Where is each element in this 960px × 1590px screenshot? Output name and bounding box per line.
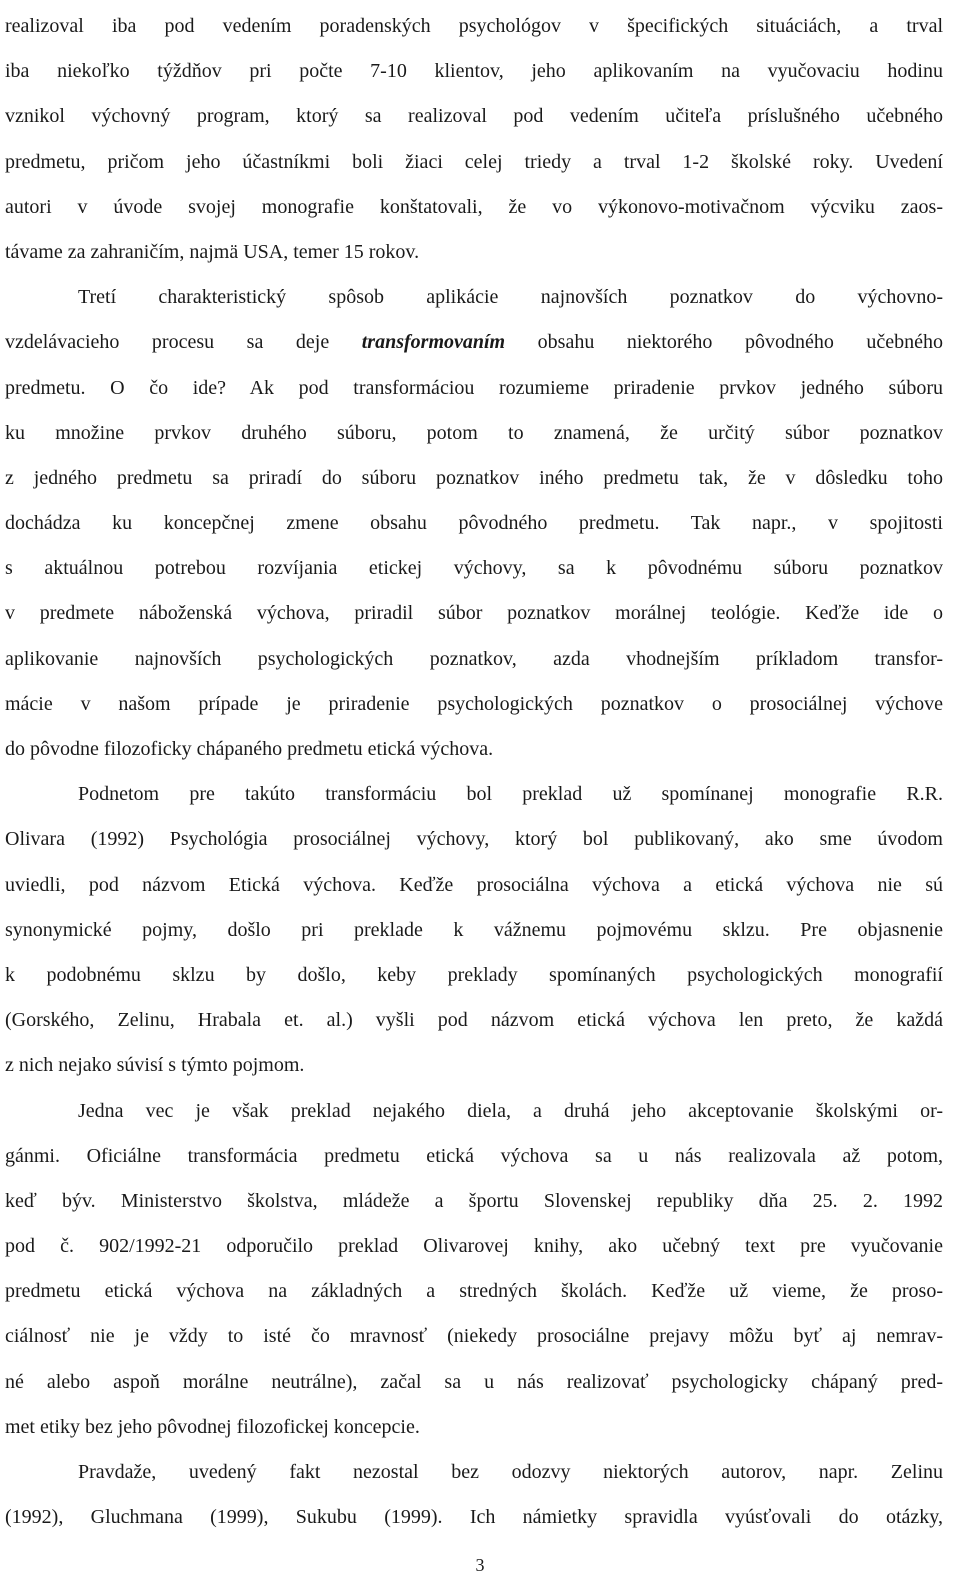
text-line: iba niekoľko týždňov pri počte 7-10 klientov, jeho aplikovaním na vyučovaciu hodinu bbox=[5, 60, 943, 83]
text-line: keď býv. Ministerstvo školstva, mládeže a športu Slovenskej republiky dňa 25. 2. 1992 bbox=[5, 1189, 943, 1212]
text-line: távame za zahraničím, najmä USA, temer 15 rokov. bbox=[5, 240, 420, 263]
paragraph-5 bbox=[5, 1450, 943, 1540]
text-line: pod č. 902/1992-21 odporučilo preklad Olivarovej knihy, ako učebný text pre vyučovanie bbox=[5, 1235, 943, 1258]
text-line: predmetu. O čo ide? Ak pod transformáciou rozumieme priradenie prvkov jedného súboru bbox=[5, 376, 943, 399]
text-line: synonymické pojmy, došlo pri preklade k vážnemu pojmovému sklzu. Pre objasnenie bbox=[5, 918, 943, 941]
text-segment: vzdelávacieho procesu sa deje bbox=[5, 331, 362, 354]
text-segment: obsahu niektorého pôvodného učebného bbox=[505, 331, 943, 354]
text-line: Podnetom pre takúto transformáciu bol preklad už spomínanej monografie R.R. bbox=[78, 783, 943, 806]
text-line: met etiky bez jeho pôvodnej filozofickej koncepcie. bbox=[5, 1415, 420, 1438]
paragraph-3 bbox=[5, 772, 943, 1088]
emphasized-term: transformovaním bbox=[361, 331, 506, 354]
text-line: dochádza ku koncepčnej zmene obsahu pôvodného predmetu. Tak napr., v spojitosti bbox=[5, 512, 943, 535]
paragraph-1 bbox=[5, 4, 943, 275]
text-line: predmetu, pričom jeho účastníkmi boli žiaci celej triedy a trval 1-2 školské roky. Uvedení bbox=[5, 150, 943, 173]
paragraph-4 bbox=[5, 1089, 943, 1451]
text-line: autori v úvode svojej monografie konštatovali, že vo výkonovo-motivačnom výcviku zaos- bbox=[5, 195, 943, 218]
text-line: Tretí charakteristický spôsob aplikácie najnovších poznatkov do výchovno- bbox=[78, 286, 943, 309]
page-number: 3 bbox=[475, 1555, 485, 1575]
text-line: gánmi. Oficiálne transformácia predmetu etická výchova sa u nás realizovala až potom, bbox=[5, 1144, 943, 1167]
document-body bbox=[5, 4, 943, 1540]
text-line: né alebo aspoň morálne neutrálne), začal sa u nás realizovať psychologicky chápaný pred- bbox=[5, 1370, 943, 1393]
text-line: ciálnosť nie je vždy to isté čo mravnosť (niekedy prosociálne prejavy môžu byť aj nemrav- bbox=[5, 1325, 943, 1348]
text-line: Olivara (1992) Psychológia prosociálnej výchovy, ktorý bol publikovaný, ako sme úvodom bbox=[5, 828, 943, 851]
text-line: v predmete náboženská výchova, priradil súbor poznatkov morálnej teológie. Keďže ide o bbox=[5, 602, 943, 625]
paragraph-2 bbox=[5, 275, 943, 772]
text-line: vznikol výchovný program, ktorý sa realizoval pod vedením učiteľa príslušného učebného bbox=[5, 105, 943, 128]
text-line: k podobnému sklzu by došlo, keby preklady spomínaných psychologických monografií bbox=[5, 963, 943, 986]
text-line-with-emphasis bbox=[5, 320, 943, 365]
text-line: (Gorského, Zelinu, Hrabala et. al.) vyšli pod názvom etická výchova len preto, že každá bbox=[5, 1009, 943, 1032]
text-line: z jedného predmetu sa priradí do súboru poznatkov iného predmetu tak, že v dôsledku toho bbox=[5, 466, 943, 489]
text-line: z nich nejako súvisí s týmto pojmom. bbox=[5, 1054, 305, 1077]
text-line: s aktuálnou potrebou rozvíjania etickej výchovy, sa k pôvodnému súboru poznatkov bbox=[5, 557, 943, 580]
text-line: realizoval iba pod vedením poradenských psychológov v špecifických situáciách, a trval bbox=[5, 15, 943, 37]
text-line: mácie v našom prípade je priradenie psychologických poznatkov o prosociálnej výchove bbox=[5, 692, 943, 715]
text-line: aplikovanie najnovších psychologických poznatkov, azda vhodnejším príkladom transfor- bbox=[5, 647, 943, 670]
text-line: uviedli, pod názvom Etická výchova. Keďže prosociálna výchova a etická výchova nie sú bbox=[5, 873, 943, 896]
text-line: do pôvodne filozoficky chápaného predmetu etická výchova. bbox=[5, 738, 494, 760]
text-line: ku množine prvkov druhého súboru, potom to znamená, že určitý súbor poznatkov bbox=[5, 421, 943, 444]
text-line: Jedna vec je však preklad nejakého diela, a druhá jeho akceptovanie školskými or- bbox=[78, 1099, 943, 1122]
text-line: predmetu etická výchova na základných a stredných školách. Keďže už vieme, že proso- bbox=[5, 1280, 943, 1303]
text-line: Pravdaže, uvedený fakt nezostal bez odozvy niektorých autorov, napr. Zelinu bbox=[78, 1461, 943, 1483]
text-line: (1992), Gluchmana (1999), Sukubu (1999). Ich námietky spravidla vyúsťovali do otázky, bbox=[5, 1506, 943, 1529]
